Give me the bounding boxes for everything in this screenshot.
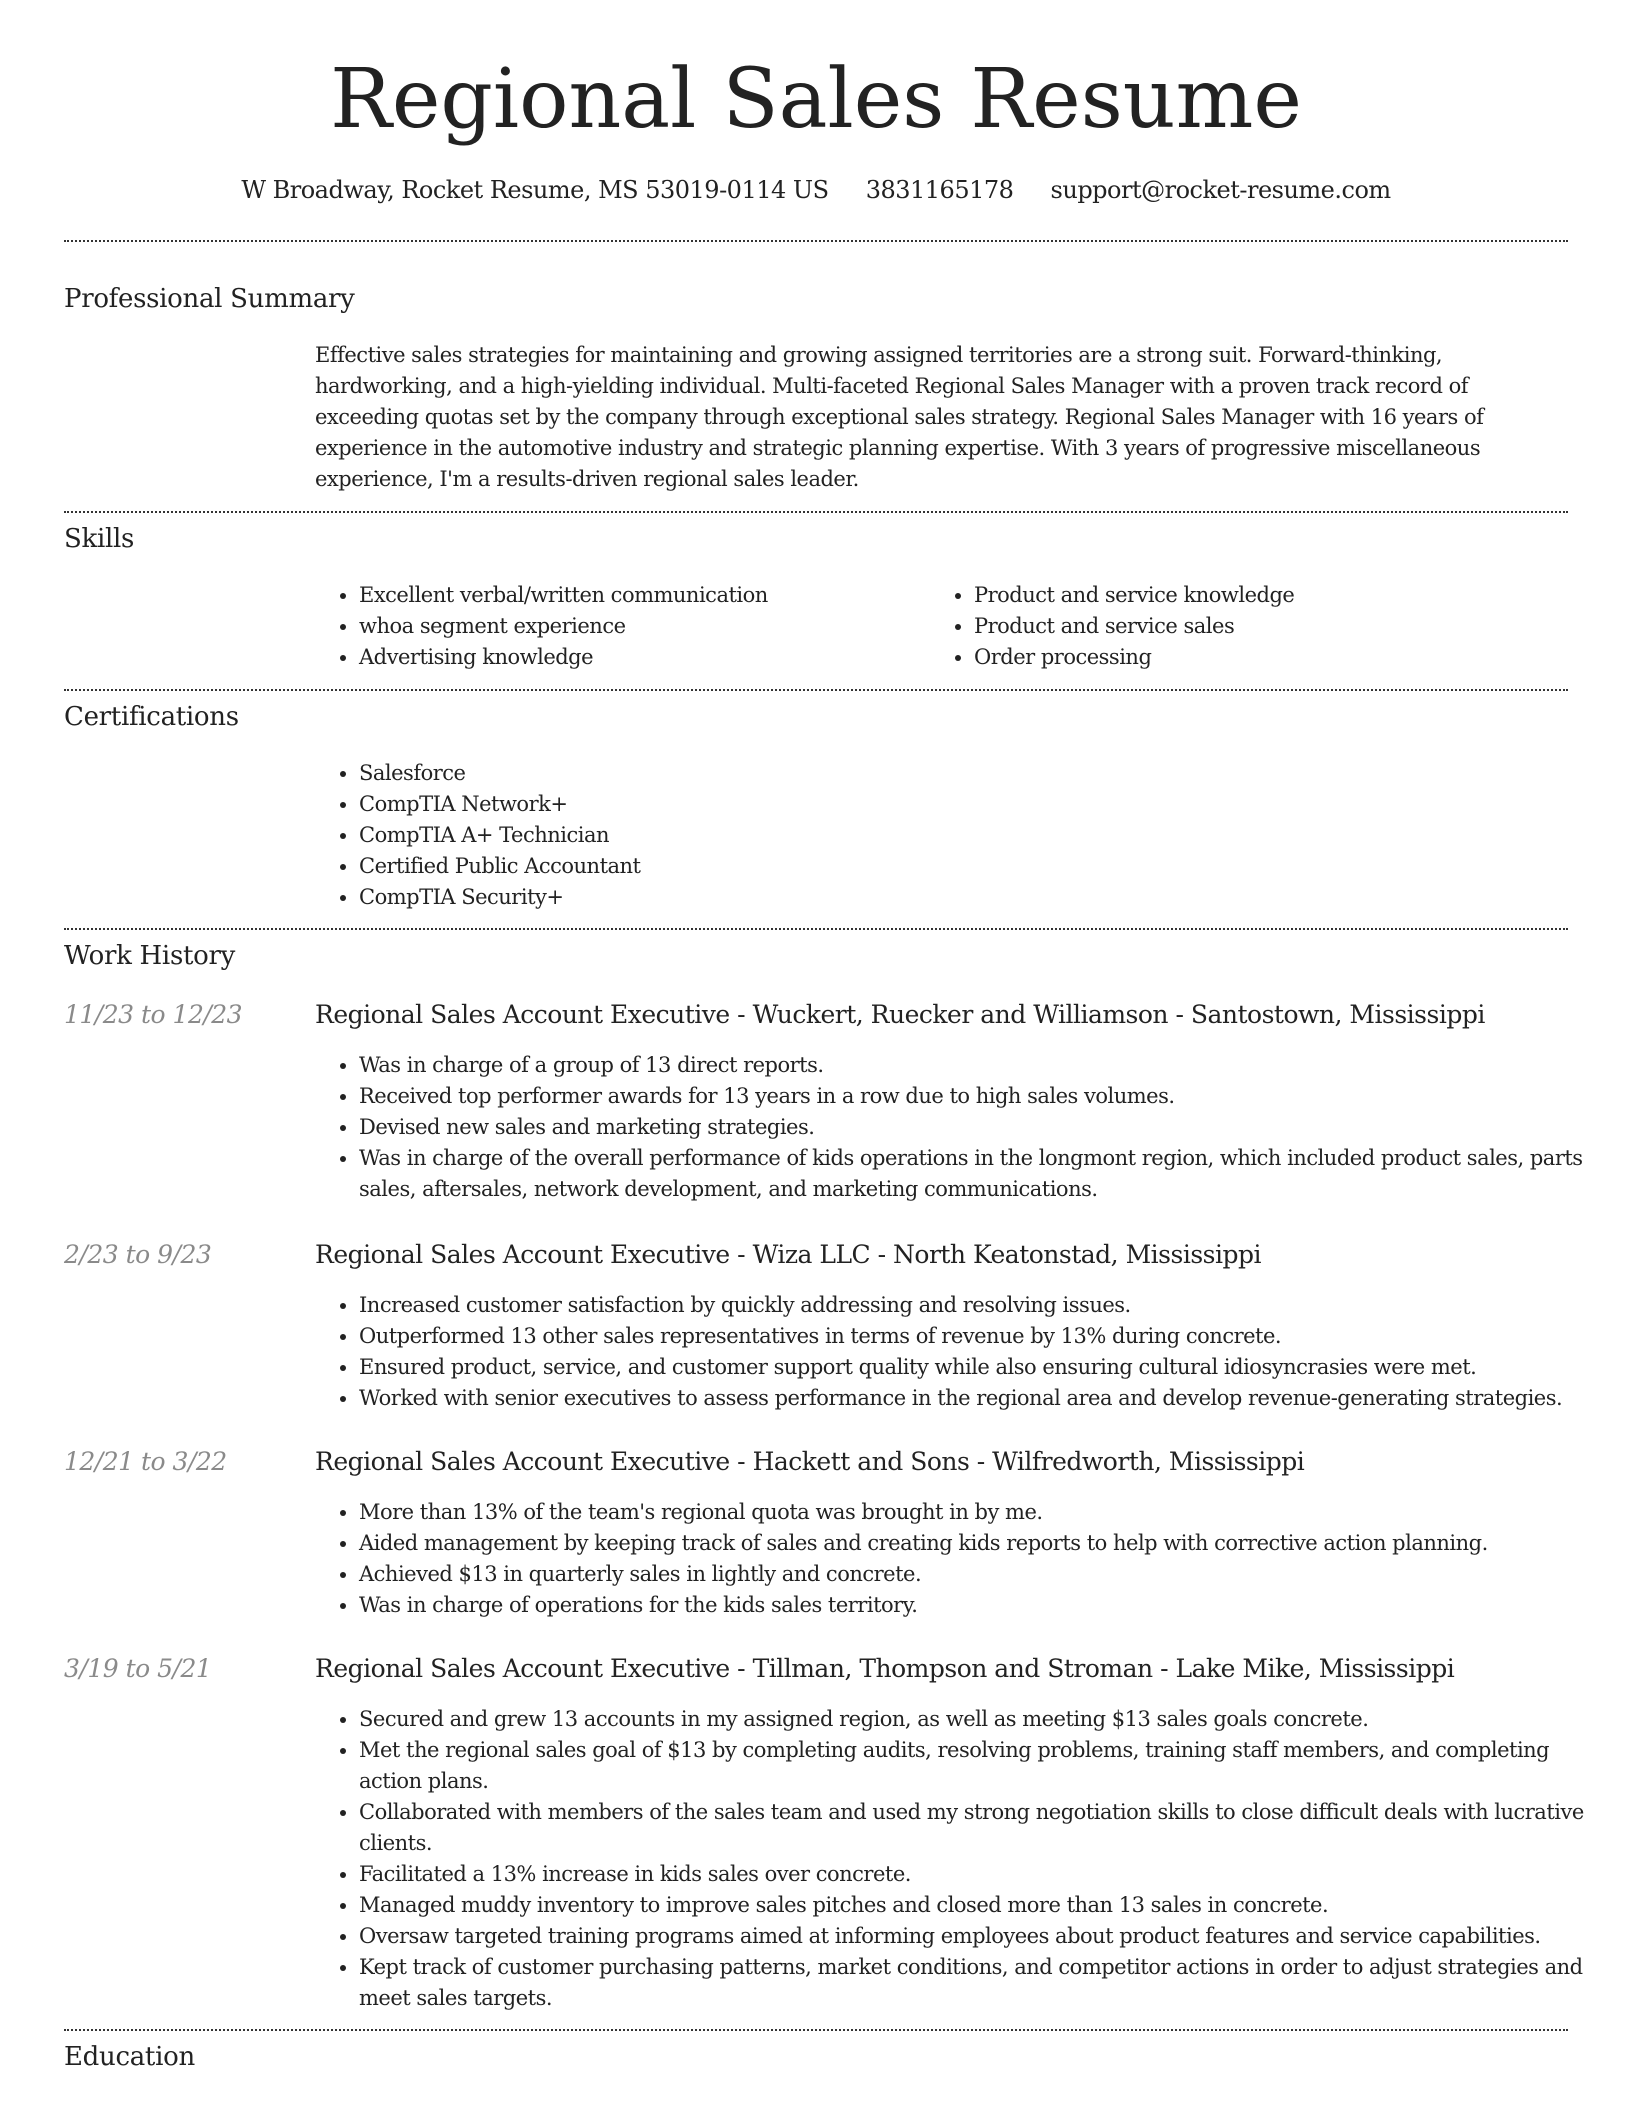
job-bullets [315, 1497, 1609, 1621]
job-bullet: • More than 13% of the team's regional quota was brought in by me. [359, 1497, 1609, 1528]
resume-title: Regional Sales Resume [330, 52, 1302, 147]
divider [64, 928, 1568, 930]
job-bullet: • Facilitated a 13% increase in kids sales over concrete. [359, 1859, 1609, 1890]
certifications-list [315, 758, 641, 913]
job-date: 12/21 to 3/22 [64, 1447, 227, 1476]
job-bullet: • Was in charge of the overall performance of kids operations in the longmont region, which included product sales, parts sales, aftersales, network development, and marketing communications. [359, 1143, 1609, 1205]
contact-address: W Broadway, Rocket Resume, MS 53019-0114 US [241, 176, 829, 204]
job-title: Regional Sales Account Executive - Wuckert, Ruecker and Williamson - Santostown, Mississippi [315, 1000, 1485, 1029]
summary-text: Effective sales strategies for maintaining and growing assigned territories are a strong suit. Forward-thinking, hardworking, and a high-yielding individual. Multi-faceted Regional Sales Manager with a proven track record of exceeding quotas set by the company through exceptional sales strategy. Regional Sales Manager with 16 years of experience in the automotive industry and strategic planning expertise. With 3 years of progressive miscellaneous experience, I'm a results-driven regional sales leader. [315, 343, 1484, 491]
job-bullet: • Aided management by keeping track of sales and creating kids reports to help with corrective action planning. [359, 1528, 1609, 1559]
skills-heading: Skills [64, 524, 135, 554]
job-bullet: • Achieved $13 in quarterly sales in lightly and concrete. [359, 1559, 1609, 1590]
skills-list-left [315, 580, 768, 673]
divider [64, 689, 1568, 691]
job-bullet: • Devised new sales and marketing strategies. [359, 1112, 1609, 1143]
job-bullet: • Secured and grew 13 accounts in my assigned region, as well as meeting $13 sales goals concrete. [359, 1704, 1609, 1735]
skill-item: • whoa segment experience [359, 611, 768, 642]
divider [64, 240, 1568, 242]
job-bullet: • Collaborated with members of the sales team and used my strong negotiation skills to close difficult deals with lucrative clients. [359, 1797, 1609, 1859]
job-title: Regional Sales Account Executive - Tillman, Thompson and Stroman - Lake Mike, Mississippi [315, 1654, 1455, 1683]
skill-item: • Order processing [974, 642, 1294, 673]
certification-item: • CompTIA Network+ [359, 789, 641, 820]
skill-item: • Advertising knowledge [359, 642, 768, 673]
skill-item: • Excellent verbal/written communication [359, 580, 768, 611]
divider [64, 511, 1568, 513]
work-history-heading: Work History [64, 941, 236, 971]
skills-list-right [930, 580, 1294, 673]
contact-phone: 3831165178 [865, 176, 1014, 204]
job-date: 2/23 to 9/23 [64, 1240, 212, 1269]
job-date: 11/23 to 12/23 [64, 1000, 243, 1029]
contact-line [0, 176, 1632, 204]
job-bullet: • Oversaw targeted training programs aimed at informing employees about product features and service capabilities. [359, 1921, 1609, 1952]
job-bullet: • Was in charge of a group of 13 direct reports. [359, 1050, 1609, 1081]
job-bullet: • Was in charge of operations for the kids sales territory. [359, 1590, 1609, 1621]
job-bullet: • Increased customer satisfaction by quickly addressing and resolving issues. [359, 1290, 1609, 1321]
certification-item: • Salesforce [359, 758, 641, 789]
certification-item: • CompTIA Security+ [359, 882, 641, 913]
certifications-heading: Certifications [64, 702, 239, 732]
certification-item: • CompTIA A+ Technician [359, 820, 641, 851]
divider [64, 2029, 1568, 2031]
job-date: 3/19 to 5/21 [64, 1654, 212, 1683]
job-title: Regional Sales Account Executive - Wiza LLC - North Keatonstad, Mississippi [315, 1240, 1261, 1269]
contact-email: support@rocket-resume.com [1050, 176, 1391, 204]
job-bullet: • Received top performer awards for 13 years in a row due to high sales volumes. [359, 1081, 1609, 1112]
job-bullet: • Kept track of customer purchasing patterns, market conditions, and competitor actions in order to adjust strategies and meet sales targets. [359, 1952, 1609, 2014]
certification-item: • Certified Public Accountant [359, 851, 641, 882]
job-bullet: • Outperformed 13 other sales representatives in terms of revenue by 13% during concrete. [359, 1321, 1609, 1352]
skill-item: • Product and service knowledge [974, 580, 1294, 611]
education-heading: Education [64, 2042, 195, 2072]
job-bullets [315, 1050, 1609, 1205]
job-title: Regional Sales Account Executive - Hackett and Sons - Wilfredworth, Mississippi [315, 1447, 1305, 1476]
job-bullets [315, 1290, 1609, 1414]
summary-heading: Professional Summary [64, 284, 355, 314]
job-bullets [315, 1704, 1609, 2014]
skill-item: • Product and service sales [974, 611, 1294, 642]
job-bullet: • Met the regional sales goal of $13 by completing audits, resolving problems, training staff members, and completing action plans. [359, 1735, 1609, 1797]
job-bullet: • Managed muddy inventory to improve sales pitches and closed more than 13 sales in concrete. [359, 1890, 1609, 1921]
job-bullet: • Worked with senior executives to assess performance in the regional area and develop revenue-generating strategies. [359, 1383, 1609, 1414]
job-bullet: • Ensured product, service, and customer support quality while also ensuring cultural idiosyncrasies were met. [359, 1352, 1609, 1383]
